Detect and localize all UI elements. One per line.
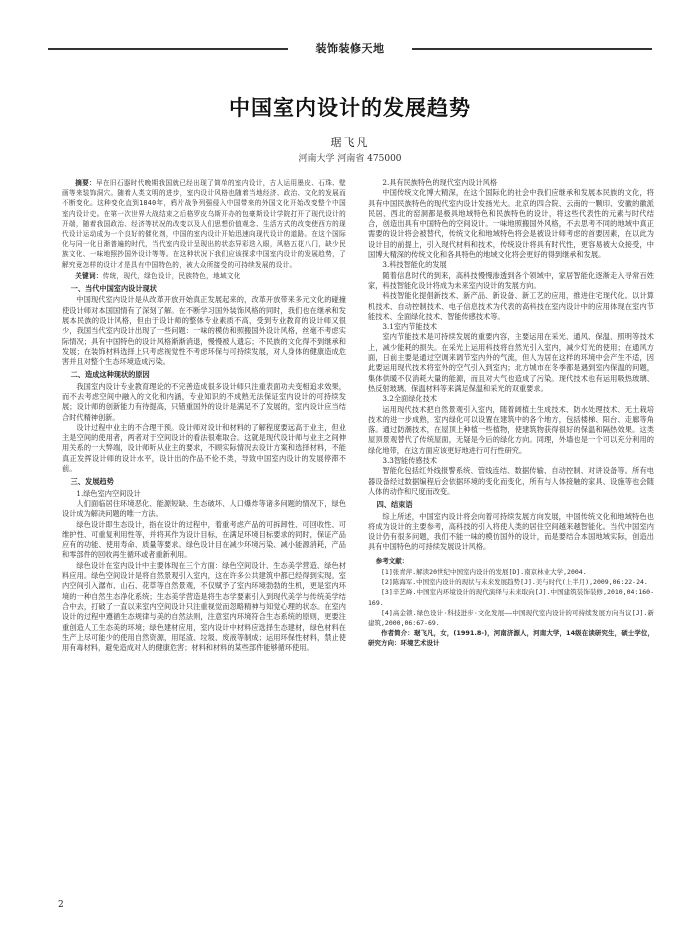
section-heading: 二、造成这种现状的原因 — [70, 370, 150, 380]
author-bio-label: 作者简介： — [381, 629, 414, 638]
subsection-heading: 2.具有民族特色的现代室内设计风格 — [382, 178, 498, 187]
subsection-heading: 3.2全面绿化技术 — [382, 394, 437, 404]
header-rule-left — [48, 48, 288, 50]
abstract — [62, 178, 346, 281]
references — [368, 556, 654, 649]
reference-item: [3]辛艺峰.中国室内环境设计的现代演绎与未来取向[J].中国建筑装饰装修,2010,04:160-169. — [368, 588, 654, 607]
reference-item: [1]张青萍.解读20世纪中国室内设计的发展[D].南京林业大学,2004. — [381, 567, 587, 576]
paragraph: 智能化包括红外线报警系统、管线连结、数据传输、自动控制、对讲设备等。所有电器设备经过数据编程后会依据环境的变化而变化，所有与人体接触的家具、设施等也会随人体的动作和尺度而改变。 — [368, 466, 654, 496]
paragraph: 绿色设计即生态设计，指在设计的过程中，着重考虑产品的可拆卸性、可回收性、可维护性、可重复利用性等，并将其作为设计目标，在满足环境目标要求的同时，保证产品应有的功能、使用寿命、质量等要求。绿色设计目在减少环境污染、减小能源消耗，产品和零部件的回收再生循环或者重新利用。 — [62, 519, 346, 560]
paragraph: 科技智能化提倡新技术、新产品、新设备、新工艺的应用，推进住宅现代化。以计算机技术、自动控制技术、电子信息技术为代表的高科技在室内设计中的应用体现在室内节能技术、全面绿化技术、智能传感技术等。 — [368, 291, 654, 321]
left-column — [62, 178, 346, 653]
keywords: 传统，现代，绿色设计，民族特色，地域文化 — [102, 271, 241, 280]
section-heading: 四、结束语 — [376, 500, 413, 510]
paragraph: 中国现代室内设计是从改革开放开始真正发展起来的，改革开放带来多元文化的碰撞使设计师对本国国情有了深刻了解。在不断学习国外装饰风格的同时，我们也在继承和发展本民族的设计风格，但由于设计师的整体专业素质不高，受到专业教育的设计师又很少，我国当代室内设计出现了一些问题：一味的模仿和照搬国外设计风格，丝毫不考虑实际情况；具有中国特色的设计风格渐渐消退，慢慢被人遗忘；不民族的文化得不到继承和发展；在装饰材料选择上只考虑视觉性不考虑环保与可持续发展，对人身体的健康造成危害并且对整个生态环境造成污染。 — [62, 295, 346, 367]
abstract-label: 摘要： — [75, 179, 97, 187]
paragraph: 运用现代技术把自然景观引入室内，随着阔植土生成技术、防水处理技术、无土栽培技术的进一步成熟，室内绿化可以设置在建筑中的各个地方，包括楼梯、阳台、走廊等角落。通过防潮技术，在屋顶上种植一些植物，使建筑物获得很好的保温和隔热效果。这类屋顶景观替代了传统屋面，无疑是今后的绿化方向。同理，外墙也是一个可以充分利用的绿化地带，在这方面应该更好地进行可行性研究。 — [368, 404, 654, 455]
subsection-heading: 3.3智能传感技术 — [382, 456, 437, 466]
reference-list — [368, 567, 654, 628]
left-body — [62, 284, 346, 653]
subsection-heading: 1.绿色室内空间设计 — [76, 488, 141, 498]
keywords-label: 关键词： — [75, 271, 103, 280]
author-bio: 琚飞凡，女，(1991.8-)，河南济源人，河南大学，14级在读研究生，硕士学位，研究方向：环境艺术设计 — [368, 629, 654, 648]
paragraph: 综上所述，中国室内设计将会向着可持续发展方向发展，中国传统文化和地域特色也将成为设计的主要参考，高科技的引入将使人类的居住空间越来越智能化。当代中国室内设计仍有很多问题，我们不能一味的模仿国外的设计，而是要结合本国地域实际，创造出具有中国特色的可持续发展设计风格。 — [368, 511, 654, 552]
paragraph: 中国传统文化博大精深，在这个国际化的社会中我们应继承和发展本民族的文化，将具有中国民族特色的现代室内设计发扬光大。北京的四合院、云南的一颗印、安徽的徽派民居、西北的窑洞都是极具地域特色和民族特色的设计，将这些代表性的元素与时代结合，创造出具有中国特色的空间设计。一味地照搬国外风格，不去思考不同的地域中真正需要的设计将会被替代，传统文化和地域特色将会是被设计师考虑的首要因素，在以此为设计目的前提上，引入现代材料和技术，传统设计将具有时代性，更容易被大众接受，中国博大精深的传统文化和各具特色的地域文化将会更好的得到继承和发展。 — [368, 188, 654, 260]
article-title: 中国室内设计的发展趋势 — [229, 96, 471, 120]
section-heading: 一、当代中国室内设计现状 — [70, 284, 157, 294]
article-author: 琚飞凡 — [330, 136, 370, 149]
paragraph: 绿色设计在室内设计中主要体现在三个方面：绿色空间设计、生态美学营造、绿色材料应用。绿色空间设计是将自然景观引入室内，这在许多公共建筑中都已经得到实现。室内空间引入潺布、山石、花草等自然景观，不仅赋予了室内环境勃勃的生机，更是室内环境的一种自然生态净化系统；生态美学营造是将生态学要素引入到现代美学与传统美学结合中去，打破了一直以来室内空间设计只注重视觉而忽略精神与知觉心理的状态。在室内设计的过程中遵循生态规律与美的自然法则，注意室内环境符合生态系统的原则，更要注重创造人工生态美的环境；绿色建材应用，室内设计中材料应选择生态建材，绿色材料在生产上尽可能少的使用自然资源，用尾渣、垃圾、废液等制成；运用环保性材料，禁止使用有毒材料，避免造成对人的健康危害；材料和材料的某些部件能够循环使用。 — [62, 560, 346, 653]
section-header: 装饰装修天地 — [315, 42, 385, 55]
paragraph: 随着信息时代的到来，高科技慢慢渗透到各个领域中，家居智能化逐渐走入寻常百姓家，科技智能化设计将成为未来室内设计的发展方向。 — [368, 270, 654, 290]
references-heading: 参考文献： — [375, 556, 409, 565]
reference-item: [2]陈海军.中国室内设计的现状与未来发展趋势[J].美与时代(上半月),2009,06:22-24. — [381, 578, 648, 587]
paragraph: 设计过程中业主的不合理干预。设计师对设计和材料的了解程度要远高于业主，但业主是空间的使用者，两者对于空间设计的看法很难取合。这就是现代设计师与业主之间伸用关系的一大弊端，设计师听从业主的要求，不顾实际情况去设计方案和选择材料，不能真正发挥设计师的设计水平，设计出的作品不伦不类，导致中国室内设计的发展停滞不前。 — [62, 422, 346, 474]
section-heading: 三、发展趋势 — [70, 477, 114, 487]
page-number: 2 — [58, 900, 64, 910]
article-affiliation: 河南大学 河南省 475000 — [298, 154, 402, 164]
reference-item: [4]高金锁.绿色设计·科技进步·文化发展——中国现代室内设计的可持续发展方向当议[J].新建筑,2000,06:67-69. — [368, 608, 654, 627]
abstract-text: 早在旧石器时代晚期我国就已经出现了简单的室内设计，古人运用墨皮、石珠、壁画等来装饰洞穴。随着人类文明的进步，室内设计风格也随着当地经济、政治、文化的发展而不断变化。这种变化直到1840年，鸦片战争列强侵入中国带来的外国文化开始改变整个中国室内设计史。在第一次世界大战结束之后格罗皮乌斯开办的包豪斯设计学院打开了现代设计的开端，随着我国政治、经济等状况的改变以及人们思想价值观念、生活方式的改变使西方的现代设计运动成为一个良好的催化剂，中国的室内设计开始迅速向现代设计的道路。在这个国际化与同一化日渐普遍的时代，当代室内设计呈现出的状态异彩迭入眼，风格五花八门，缺少民族文化、一味地照抄国外设计等等。在这种状况下我们应该探求中国室内设计的发展趋势，了解究竟怎样的设计才是具有中国特色的，被大众所接受的可持续发展的设计。 — [62, 179, 346, 269]
right-body — [368, 178, 654, 553]
subsection-heading: 3.科技智能化的发展 — [382, 260, 447, 270]
header-rule-right — [412, 48, 652, 50]
subsection-heading: 3.1室内节能技术 — [382, 322, 437, 332]
paragraph: 我国室内设计专业教育理论的不完善造成很多设计师只注重表面功夫变相追求效果，而不去考虑空间中融入的文化和内涵，专业知识的不成熟无法保证室内设计的可持续发展；设计师的创新能力有待提高，只错重国外的设计是满足不了发展的，室内设计应当结合时代精神创新。 — [62, 381, 346, 422]
paragraph: 人们面临居住环境恶化、能源短缺、生态破坏、人口爆炸等诸多问题的情况下，绿色设计成为解决问题的唯一方法。 — [62, 498, 346, 519]
paragraph: 室内节能技术是可持续发展的重要内容，主要运用在采光、通风、保温、照明等技术上，减少能耗的损失。在采光上运用科技将自然光引入室内，减少灯光的使用；在通风方面，日前主要是通过空调来调节室内外的气流，但人为居在这样的环境中会产生不适，因此要运用现代技术将室外的空气引入到室内；北方城市在冬季都是遇到室内保温的问题，集体供暖不仅消耗大量的能源，而且对大气也造成了污染。现代技术也有运用吸热玻璃、热反射玻璃、保温材料等来满足保温和采光的双重要求。 — [368, 332, 654, 393]
right-column — [368, 178, 654, 649]
